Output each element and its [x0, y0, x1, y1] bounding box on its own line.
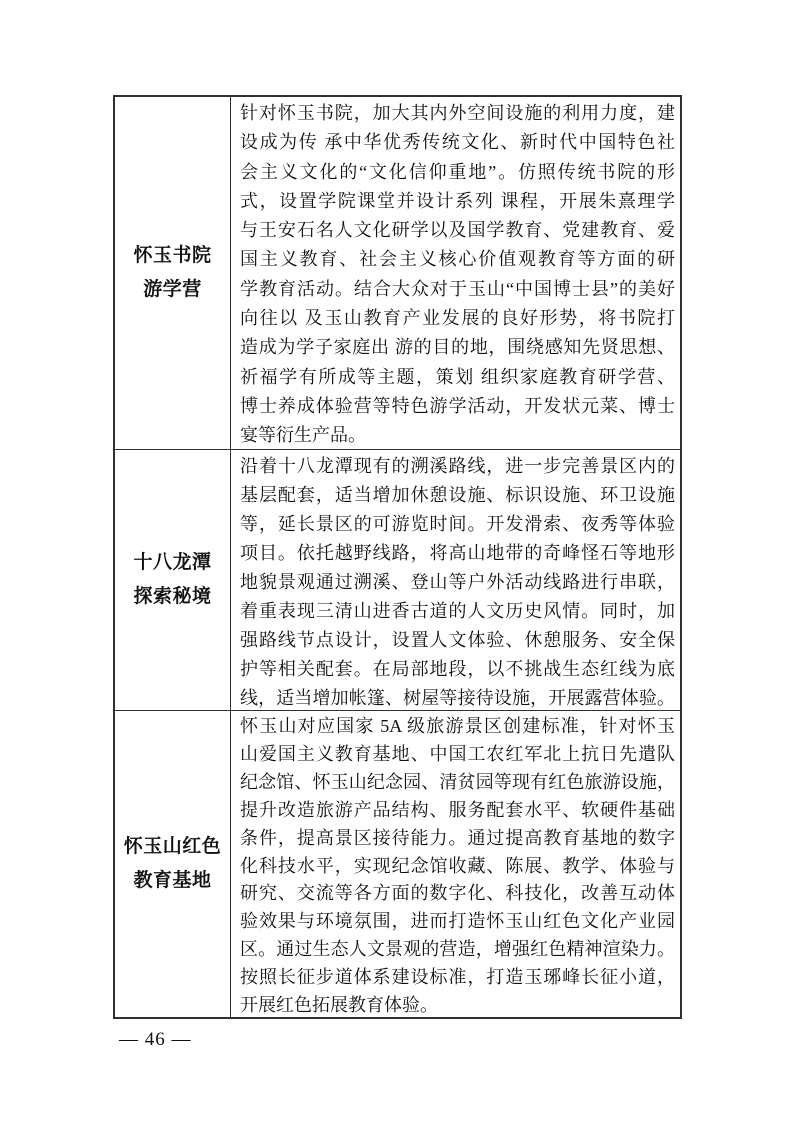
row-body-cell [231, 711, 680, 1017]
projects-table [113, 95, 682, 1019]
text-line: 针对怀玉书院，加大其内外空间设施的利用力度，建 [240, 103, 675, 123]
row-title-line: 探索秘境 [133, 586, 212, 607]
text-line: 验效果与环境氛围，进而打造怀玉山红色文化产业园 [240, 911, 675, 932]
text-line: 会主义文化的“文化信仰重地”。仿照传统书院的形 [240, 161, 675, 182]
text-line: 条件，提高景区接待能力。通过提高教育基地的数字 [240, 827, 675, 848]
text-line: 沿着十八龙潭现有的溯溪路线，进一步完善景区内的 [240, 456, 675, 476]
table-row [115, 710, 680, 1017]
text-line: 按照长征步道体系建设标准，打造玉琊峰长征小道， [240, 967, 675, 988]
page-number: — 46 — [119, 1029, 192, 1050]
text-line: 项目。依托越野线路，将高山地带的奇峰怪石等地形 [240, 543, 675, 563]
text-line: 祈福学有所成等主题，策划 组织家庭教育研学营、 [240, 366, 675, 387]
row-title-line: 游学营 [143, 279, 202, 300]
row-title-line: 十八龙潭 [133, 552, 212, 573]
text-line: 开展红色拓展教育体验。 [240, 995, 438, 1016]
text-line: 提升改造旅游产品结构、服务配套水平、软硬件基础 [240, 799, 675, 820]
text-line: 设成为传 承中华优秀传统文化、新时代中国特色社 [240, 132, 675, 153]
text-line: 与王安石名人文化研学以及国学教育、党建教育、爱 [240, 220, 675, 241]
text-line: 化科技水平，实现纪念馆收藏、陈展、教学、体验与 [240, 855, 675, 876]
text-line: 纪念馆、怀玉山纪念园、清贫园等现有红色旅游设施， [240, 771, 675, 792]
row-title-cell [115, 450, 231, 710]
text-line: 区。通过生态人文景观的营造，增强红色精神渲染力。 [240, 939, 675, 960]
row-title-cell [115, 97, 231, 449]
text-line: 向往以 及玉山教育产业发展的良好形势，将书院打 [240, 308, 675, 329]
text-line: 博士养成体验营等特色游学活动，开发状元菜、博士 [240, 395, 675, 416]
row-title-line: 教育基地 [133, 870, 212, 891]
text-line: 基层配套，适当增加休憩设施、标识设施、环卫设施 [240, 485, 675, 505]
text-line: 研究、交流等各方面的数字化、科技化，改善互动体 [240, 883, 675, 904]
row-title-line: 怀玉山红色 [123, 836, 222, 857]
text-line: 学教育活动。结合大众对于玉山“中国博士县”的美好 [240, 278, 675, 299]
text-line: 护等相关配套。在局部地段，以不挑战生态红线为底 [240, 659, 675, 679]
row-body-cell [231, 450, 680, 710]
table-row [115, 449, 680, 710]
text-line: 着重表现三清山进香古道的人文历史风情。同时，加 [240, 601, 675, 621]
text-line: 式，设置学院课堂并设计系列 课程，开展朱熹理学 [240, 190, 675, 211]
text-line: 等，延长景区的可游览时间。开发滑索、夜秀等体验 [240, 514, 675, 534]
text-line: 强路线节点设计，设置人文体验、休憩服务、安全保 [240, 630, 675, 650]
text-line: 宴等衍生产品。 [240, 425, 366, 446]
table-row [115, 97, 680, 449]
row-body-cell [231, 97, 680, 449]
text-line: 怀玉山对应国家 5A 级旅游景区创建标准，针对怀玉 [240, 716, 675, 736]
text-line: 地貌景观通过溯溪、登山等户外活动线路进行串联， [240, 572, 675, 592]
text-line: 山爱国主义教育基地、中国工农红军北上抗日先遣队 [240, 743, 675, 764]
text-line: 国主义教育、社会主义核心价值观教育等方面的研 [240, 249, 675, 270]
row-title-line: 怀玉书院 [133, 245, 212, 266]
row-title-cell [115, 711, 231, 1017]
text-line: 造成为学子家庭出 游的目的地，围绕感知先贤思想、 [240, 337, 675, 358]
text-line: 线，适当增加帐篷、树屋等接待设施，开展露营体验。 [240, 688, 675, 708]
